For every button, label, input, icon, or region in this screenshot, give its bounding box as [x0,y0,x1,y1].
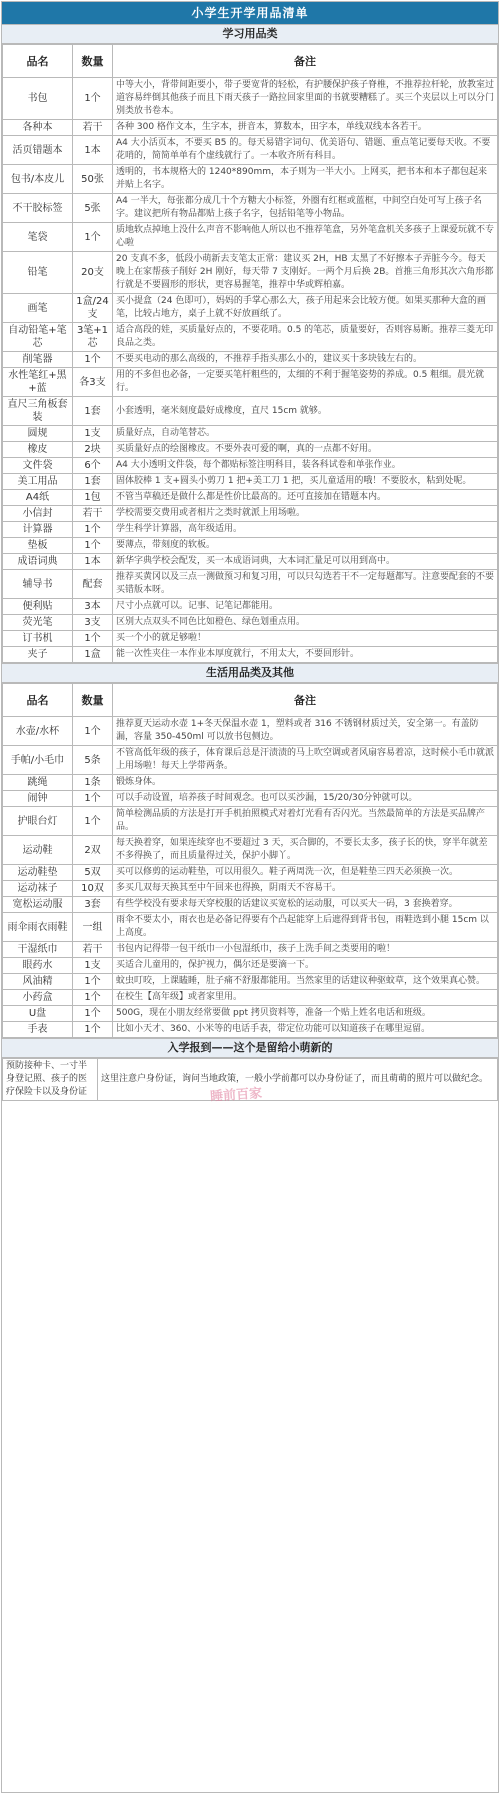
final-note: 这里注意户身份证，询问当地政策，一般小学前都可以办身份证了，而且萌萌的照片可以做纪念。 [98,1059,498,1101]
item-name: 小信封 [3,506,73,522]
item-qty: 1包 [73,490,113,506]
item-name: 便利贴 [3,599,73,615]
study-table [2,44,498,663]
item-note: 小套透明，毫米刻度最好成橡度，直尺 15cm 就够。 [113,397,498,426]
item-name: 笔袋 [3,223,73,252]
item-name: 各种本 [3,120,73,136]
item-qty: 10双 [73,881,113,897]
table-row [3,223,498,252]
item-qty: 1套 [73,474,113,490]
table-row [3,717,498,746]
item-note: 每天换着穿，如果连续穿也不要超过 3 天，买合脚的，不要长太多，孩子长的快，穿半年就差不多得换了，而且质量得过关，保护小脚丫。 [113,836,498,865]
final-item: 预防接种卡、一寸半身登记照、孩子的医疗保险卡以及身份证 [3,1059,98,1101]
item-name: 美工用品 [3,474,73,490]
item-name: 活页错题本 [3,136,73,165]
page-title: 小学生开学用品清单 [2,2,498,24]
item-name: 不干胶标签 [3,194,73,223]
item-qty: 1支 [73,958,113,974]
table-row [3,1006,498,1022]
table-row [3,599,498,615]
item-note: 不管当草稿还是做什么都是性价比最高的。还可直接加在错题本内。 [113,490,498,506]
table-row [3,474,498,490]
item-note: 多买几双每天换其至中午回来也得换，阴雨天不容易干。 [113,881,498,897]
table-row [3,865,498,881]
item-qty: 1个 [73,538,113,554]
item-note: 中等大小，背带间距要小，带子要宽背的轻松，有护腰保护孩子脊椎，不推荐拉杆轮，放教室过道容易绊倒其他孩子而且下雨天孩子一路拉回家里面的书就要糟糕了。买三个夹层以上可以分门别类放书卷本。 [113,78,498,120]
study-table-header [3,45,498,78]
item-name: 订书机 [3,631,73,647]
item-qty: 1盒 [73,647,113,663]
item-name: 辅导书 [3,570,73,599]
item-note: 透明的，书本规格大的 1240*890mm，本子则为一半大小。上网买，把书本和本子都包起来并贴上名字。 [113,165,498,194]
table-row [3,913,498,942]
table-row [3,426,498,442]
item-note: 20 支真不多，低段小萌新去支笔太正常：建议买 2H，HB 太黑了不好擦本子弄脏今今。每天晚上在家帮孩子削好 2H 刚好，每天带 7 支刚好。一两个月后换 2B。首推三角形其次六角形都行就是不要圆形的形状，更容易握笔，推荐中华或辉柏嘉。 [113,252,498,294]
item-note: 比如小天才、360、小米等的电话手表，带定位功能可以知道孩子在哪里逗留。 [113,1022,498,1038]
item-name: 水性笔红+黑+蓝 [3,368,73,397]
table-row [3,165,498,194]
item-qty: 1本 [73,554,113,570]
item-name: 成语词典 [3,554,73,570]
life-table-body [3,717,498,1038]
item-note: 区别大点双头不同色比如橙色、绿色划重点用。 [113,615,498,631]
header-qty: 数量 [73,684,113,717]
supply-list-sheet [1,1,499,1793]
table-row [3,538,498,554]
table-row [3,807,498,836]
section-title-study: 学习用品类 [2,24,498,44]
item-note: 能一次性夹住一本作业本厚度就行，不用太大，不要回形针。 [113,647,498,663]
life-table [2,683,498,1038]
header-qty: 数量 [73,45,113,78]
item-note: 固体胶棒 1 支+圆头小剪刀 1 把+美工刀 1 把，买儿童适用的哦！不要胶水，粘到处呢。 [113,474,498,490]
table-row [3,647,498,663]
item-qty: 2块 [73,442,113,458]
item-note: 锻炼身体。 [113,775,498,791]
item-qty: 1支 [73,426,113,442]
item-qty: 5条 [73,746,113,775]
item-qty: 6个 [73,458,113,474]
item-note: 新华字典学校会配发，买一本成语词典，大本词汇量足可以用到高中。 [113,554,498,570]
item-note: 质量好点，自动笔替芯。 [113,426,498,442]
item-qty: 1个 [73,522,113,538]
item-qty: 5双 [73,865,113,881]
item-qty: 20支 [73,252,113,294]
item-note: 质地软点掉地上没什么声音不影响他人所以也不推荐笔盒，另外笔盒机关多孩子上课爱玩就不专心啦 [113,223,498,252]
item-note: 要薄点，带刻度的软板。 [113,538,498,554]
item-qty: 1个 [73,990,113,1006]
item-name: 削笔器 [3,352,73,368]
study-table-body [3,78,498,663]
table-row [3,881,498,897]
item-note: 尺寸小点就可以。记事、记笔记都能用。 [113,599,498,615]
item-name: 铅笔 [3,252,73,294]
item-qty: 3本 [73,599,113,615]
item-qty: 3支 [73,615,113,631]
table-row [3,120,498,136]
item-qty: 1个 [73,791,113,807]
item-name: 手表 [3,1022,73,1038]
item-name: 运动袜子 [3,881,73,897]
item-qty: 5张 [73,194,113,223]
table-row [3,78,498,120]
table-row [3,615,498,631]
item-name: 书包 [3,78,73,120]
item-note: 买可以修剪的运动鞋垫，可以用很久。鞋子两周洗一次，但是鞋垫三四天必须换一次。 [113,865,498,881]
life-table-header [3,684,498,717]
section-title-final: 入学报到——这个是留给小萌新的 [2,1038,498,1058]
item-name: U盘 [3,1006,73,1022]
header-note: 备注 [113,45,498,78]
item-qty: 1个 [73,631,113,647]
item-note: 买小提盒（24 色即可），妈妈的手掌心那么大，孩子用起来会比较方便。如果买那种大盒的画笔，比较占地方，桌子上就不好放画纸了。 [113,294,498,323]
item-note: 推荐买黄冈以及三点一测做预习和复习用，可以只勾选若干不一定每题都写。注意要配套的不要买错版本呀。 [113,570,498,599]
table-row [3,458,498,474]
table-row [3,570,498,599]
item-note: 各种 300 格作文本，生字本，拼音本，算数本，田字本，单线双线本各若干。 [113,120,498,136]
item-qty: 3笔+1芯 [73,323,113,352]
item-note: 在校生【高年级】或者家里用。 [113,990,498,1006]
table-row [3,252,498,294]
item-note: A4 大小透明文件袋，每个都贴标签注明科目，装各科试卷和单张作业。 [113,458,498,474]
item-name: 手帕/小毛巾 [3,746,73,775]
item-qty: 1个 [73,223,113,252]
item-qty: 若干 [73,506,113,522]
item-qty: 1条 [73,775,113,791]
table-row [3,974,498,990]
item-name: 运动鞋垫 [3,865,73,881]
table-row [3,631,498,647]
item-qty: 1个 [73,78,113,120]
item-qty: 1个 [73,807,113,836]
item-note: 可以手动设置，培养孩子时间观念。也可以买沙漏，15/20/30分钟就可以。 [113,791,498,807]
item-name: A4纸 [3,490,73,506]
item-name: 垫板 [3,538,73,554]
item-qty: 1盒/24支 [73,294,113,323]
item-qty: 2双 [73,836,113,865]
item-name: 包书/本皮儿 [3,165,73,194]
item-qty: 1个 [73,1006,113,1022]
item-note: 有些学校没有要求每天穿校服的话建议买宽松的运动服，可以买大一码，3 套换着穿。 [113,897,498,913]
item-name: 小药盒 [3,990,73,1006]
item-qty: 若干 [73,120,113,136]
item-qty: 50张 [73,165,113,194]
item-name: 夹子 [3,647,73,663]
item-note: 不管高低年级的孩子，体育课后总是汗渍渍的马上吹空调或者风扇容易着凉，这时候小毛巾就派上用场啦！每天上学带两条。 [113,746,498,775]
header-note: 备注 [113,684,498,717]
table-row [3,522,498,538]
table-row [3,442,498,458]
item-name: 雨伞雨衣雨鞋 [3,913,73,942]
item-name: 干湿纸巾 [3,942,73,958]
table-row [3,958,498,974]
item-name: 风油精 [3,974,73,990]
table-row [3,791,498,807]
item-qty: 1个 [73,352,113,368]
table-row [3,368,498,397]
item-qty: 配套 [73,570,113,599]
table-row [3,990,498,1006]
item-qty: 3套 [73,897,113,913]
item-note: A4 大小活页本，不要买 B5 的。每天易错字词句、优美语句、错题、重点笔记要每天收。不要花哨的，简简单单有个虚线就行了。一本收齐所有科目。 [113,136,498,165]
item-name: 橡皮 [3,442,73,458]
item-note: 书包内记得带一包干纸巾一小包湿纸巾，孩子上洗手间之类要用的啦！ [113,942,498,958]
table-row [3,352,498,368]
item-name: 圆规 [3,426,73,442]
item-name: 画笔 [3,294,73,323]
item-note: 不要买电动的那么高级的，不推荐手指头那么小的，建议买十多块钱左右的。 [113,352,498,368]
item-qty: 1个 [73,717,113,746]
item-note: 500G，现在小朋友经常要做 ppt 拷贝资料等，准备一个贴上姓名电话和班级。 [113,1006,498,1022]
table-row [3,294,498,323]
item-name: 闹钟 [3,791,73,807]
item-qty: 一组 [73,913,113,942]
item-note: 买一个小的就足够啦！ [113,631,498,647]
item-qty: 各3支 [73,368,113,397]
table-row [3,323,498,352]
item-qty: 若干 [73,942,113,958]
table-row [3,942,498,958]
table-row [3,775,498,791]
item-name: 直尺三角板套装 [3,397,73,426]
table-row [3,554,498,570]
header-name: 品名 [3,684,73,717]
item-name: 运动鞋 [3,836,73,865]
item-note: 学生科学计算器，高年级适用。 [113,522,498,538]
item-name: 宽松运动服 [3,897,73,913]
item-note: A4 一半大，每张都分成几十个方糖大小标签，外圈有红框或蓝框，中间空白处可写上孩子名字。建议把所有物品都贴上孩子名字，包括铅笔等小物品。 [113,194,498,223]
item-qty: 1套 [73,397,113,426]
item-note: 雨伞不要太小，雨衣也是必备记得要有个凸起能穿上后遮得到背书包，雨鞋选到小腿 15cm 以上高度。 [113,913,498,942]
item-name: 跳绳 [3,775,73,791]
table-row [3,506,498,522]
item-qty: 1个 [73,1022,113,1038]
item-note: 适合高段的娃，买质量好点的，不要花哨。0.5 的笔芯，质量要好，否则容易断。推荐三菱无印良品之类。 [113,323,498,352]
item-qty: 1本 [73,136,113,165]
section-title-life: 生活用品类及其他 [2,663,498,683]
table-row [3,397,498,426]
table-row [3,746,498,775]
item-note: 蚊虫叮咬，上课瞌睡，肚子痛不舒服都能用。当然家里的话建议种驱蚊草，这个效果真心赞。 [113,974,498,990]
table-row [3,490,498,506]
table-row [3,1022,498,1038]
watermark: 睡前百家 [209,1086,263,1105]
item-name: 计算器 [3,522,73,538]
header-name: 品名 [3,45,73,78]
item-name: 自动铅笔+笔芯 [3,323,73,352]
item-qty: 1个 [73,974,113,990]
item-name: 水壶/水杯 [3,717,73,746]
item-note: 简单检测品质的方法是打开手机拍照模式对着灯光看有否闪光。当然最简单的方法是买品牌产品。 [113,807,498,836]
item-name: 荧光笔 [3,615,73,631]
table-row [3,836,498,865]
item-name: 文件袋 [3,458,73,474]
item-note: 学校需要交费用或者相片之类时就派上用场啦。 [113,506,498,522]
table-row [3,897,498,913]
item-name: 眼药水 [3,958,73,974]
item-name: 护眼台灯 [3,807,73,836]
item-note: 买适合儿童用的，保护视力，偶尔还是要滴一下。 [113,958,498,974]
table-row [3,136,498,165]
table-row [3,194,498,223]
item-note: 推荐夏天运动水壶 1+冬天保温水壶 1，塑料或者 316 不锈钢材质过关，安全第一。有盖防漏，容量 350-450ml 可以放书包侧边。 [113,717,498,746]
item-note: 用的不多但也必备，一定要买笔杆粗些的，太细的不利于握笔姿势的养成。0.5 粗细。晨光就行。 [113,368,498,397]
item-note: 买质量好点的绘图橡皮。不要外表可爱的啊，真的一点都不好用。 [113,442,498,458]
